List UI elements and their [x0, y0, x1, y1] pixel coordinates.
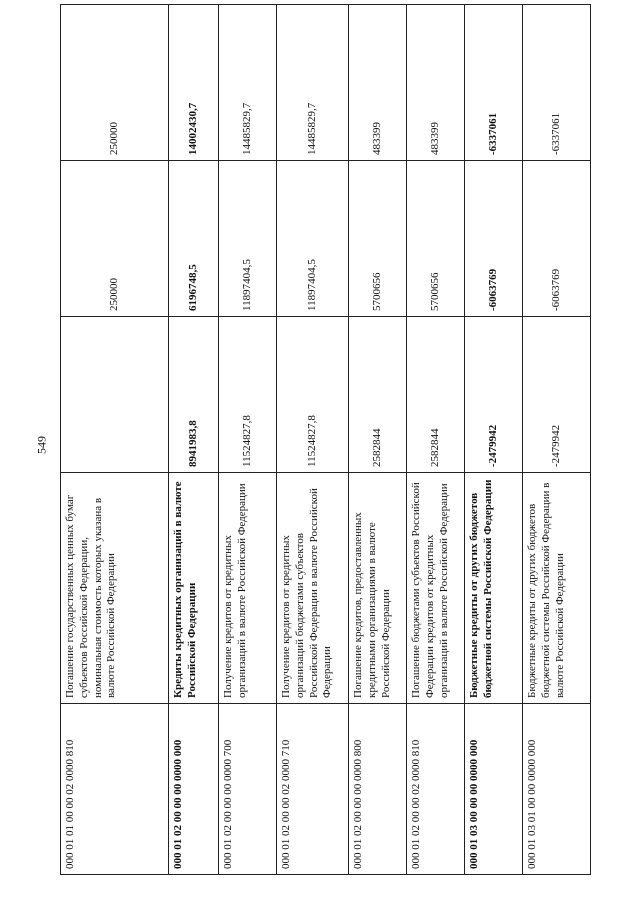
value-cell: 11524827,8 — [277, 317, 349, 473]
value-cell: 11897404,5 — [219, 161, 277, 317]
table-row — [465, 5, 523, 875]
code-cell: 000 01 02 00 00 02 0000 710 — [277, 704, 349, 875]
code-cell: 000 01 02 00 00 00 0000 700 — [219, 704, 277, 875]
value-cell: -6337061 — [523, 5, 591, 161]
table-row — [61, 5, 169, 875]
value-cell: 2582844 — [349, 317, 407, 473]
value-cell: 11524827,8 — [219, 317, 277, 473]
name-cell: Кредиты кредитных организаций в валюте Российской Федерации — [169, 473, 219, 704]
value-cell: 14485829,7 — [219, 5, 277, 161]
value-cell: 8941983,8 — [169, 317, 219, 473]
value-cell: 5700656 — [349, 161, 407, 317]
value-cell: 483399 — [349, 5, 407, 161]
value-cell: 5700656 — [407, 161, 465, 317]
table-row — [349, 5, 407, 875]
name-cell: Бюджетные кредиты от других бюджетов бюджетной системы Российской Федерации в валюте Российской Федерации — [523, 473, 591, 704]
code-cell: 000 01 01 00 00 02 0000 810 — [61, 704, 169, 875]
value-cell: 6196748,5 — [169, 161, 219, 317]
value-cell: 2582844 — [407, 317, 465, 473]
code-cell: 000 01 03 01 00 00 0000 000 — [523, 704, 591, 875]
code-cell: 000 01 02 00 00 00 0000 800 — [349, 704, 407, 875]
code-cell: 000 01 03 00 00 00 0000 000 — [465, 704, 523, 875]
value-cell: 11897404,5 — [277, 161, 349, 317]
page-number: 549 — [34, 436, 49, 454]
value-cell: 14485829,7 — [277, 5, 349, 161]
value-cell — [61, 317, 169, 473]
name-cell: Погашение бюджетами субъектов Российской Федерации кредитов от кредитных организаций в валюте Российской Федерации — [407, 473, 465, 704]
table-row — [219, 5, 277, 875]
value-cell: -2479942 — [523, 317, 591, 473]
value-cell: 250000 — [61, 161, 169, 317]
name-cell: Бюджетные кредиты от других бюджетов бюджетной системы Российской Федерации — [465, 473, 523, 704]
rotated-table-container — [60, 60, 590, 875]
value-cell: -6063769 — [465, 161, 523, 317]
budget-table — [60, 4, 591, 875]
name-cell: Погашение государственных ценных бумаг субъектов Российской Федерации, номинальная стоимость которых указана в валюте Российской Федерации — [61, 473, 169, 704]
name-cell: Получение кредитов от кредитных организаций в валюте Российской Федерации — [219, 473, 277, 704]
value-cell: -2479942 — [465, 317, 523, 473]
code-cell: 000 01 02 00 00 02 0000 810 — [407, 704, 465, 875]
value-cell: -6063769 — [523, 161, 591, 317]
budget-table-wrapper — [60, 60, 590, 875]
code-cell: 000 01 02 00 00 00 0000 000 — [169, 704, 219, 875]
value-cell: 250000 — [61, 5, 169, 161]
table-row — [523, 5, 591, 875]
table-row — [169, 5, 219, 875]
value-cell: -6337061 — [465, 5, 523, 161]
value-cell: 14002430,7 — [169, 5, 219, 161]
name-cell: Погашение кредитов, предоставленных кредитными организациями в валюте Российской Федерации — [349, 473, 407, 704]
value-cell: 483399 — [407, 5, 465, 161]
name-cell: Получение кредитов от кредитных организаций бюджетами субъектов Российской Федерации в валюте Российской Федерации — [277, 473, 349, 704]
table-row — [407, 5, 465, 875]
table-row — [277, 5, 349, 875]
